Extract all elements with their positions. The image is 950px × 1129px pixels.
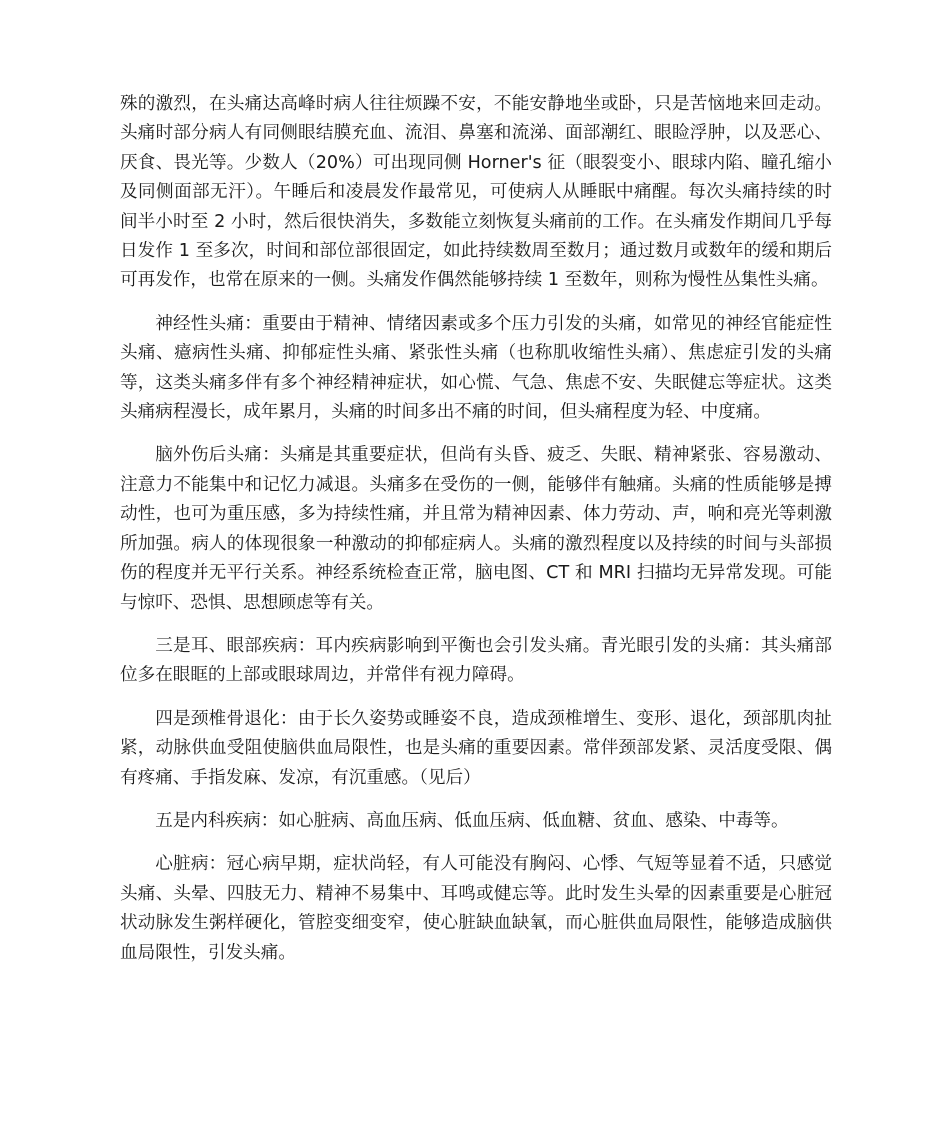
paragraph-post-traumatic-headache: 脑外伤后头痛：头痛是其重要症状，但尚有头昏、疲乏、失眠、精神紧张、容易激动、注意力不能集中和记忆力减退。头痛多在受伤的一侧，能够伴有触痛。头痛的性质能够是搏动性，也可为重压感，多为持续性痛，并且常为精神因素、体力劳动、声，响和亮光等刺激所加强。病人的体现很象一种激动的抑郁症病人。头痛的激烈程度以及持续的时间与头部损伤的程度并无平行关系。神经系统检查正常，脑电图、CT 和 MRI 扫描均无异常发现。可能与惊吓、恐惧、思想顾虑等有关。 <box>120 445 832 613</box>
paragraph-cervical-degeneration: 四是颈椎骨退化：由于长久姿势或睡姿不良，造成颈椎增生、变形、退化，颈部肌肉扯紧，动脉供血受阻使脑供血局限性，也是头痛的重要因素。常伴颈部发紧、灵活度受限、偶有疼痛、手指发麻、发凉，有沉重感。（见后） <box>120 708 832 788</box>
paragraph-internal-disease: 五是内科疾病：如心脏病、高血压病、低血压病、低血糖、贫血、感染、中毒等。 <box>155 810 789 831</box>
paragraph-neurogenic-headache: 神经性头痛：重要由于精神、情绪因素或多个压力引发的头痛，如常见的神经官能症性头痛、癔病性头痛、抑郁症性头痛、紧张性头痛（也称肌收缩性头痛）、焦虑症引发的头痛等，这类头痛多伴有多个神经精神症状，如心慌、气急、焦虑不安、失眠健忘等症状。这类头痛病程漫长，成年累月，头痛的时间多出不痛的时间，但头痛程度为轻、中度痛。 <box>120 313 832 423</box>
paragraph-ear-eye-disease: 三是耳、眼部疾病：耳内疾病影响到平衡也会引发头痛。青光眼引发的头痛：其头痛部位多在眼眶的上部或眼球周边，并常伴有视力障碍。 <box>120 635 832 686</box>
document-page <box>120 90 832 982</box>
paragraph-cluster-headache-continued: 殊的激烈，在头痛达高峰时病人往往烦躁不安，不能安静地坐或卧，只是苦恼地来回走动。头痛时部分病人有同侧眼结膜充血、流泪、鼻塞和流涕、面部潮红、眼睑浮肿，以及恶心、厌食、畏光等。少数人（20%）可出现同侧 Horner's 征（眼裂变小、眼球内陷、瞳孔缩小及同侧面部无汗）。午睡后和凌晨发作最常见，可使病人从睡眠中痛醒。每次头痛持续的时间半小时至 2 小时，然后很快消失，多数能立刻恢复头痛前的工作。在头痛发作期间几乎每日发作 1 至多次，时间和部位部很固定，如此持续数周至数月；通过数月或数年的缓和期后可再发作，也常在原来的一侧。头痛发作偶然能够持续 1 至数年，则称为慢性丛集性头痛。 <box>120 94 832 291</box>
paragraph-heart-disease: 心脏病：冠心病早期，症状尚轻，有人可能没有胸闷、心悸、气短等显着不适，只感觉头痛、头晕、四肢无力、精神不易集中、耳鸣或健忘等。此时发生头晕的因素重要是心脏冠状动脉发生粥样硬化，管腔变细变窄，使心脏缺血缺氧，而心脏供血局限性，能够造成脑供血局限性，引发头痛。 <box>120 854 832 963</box>
